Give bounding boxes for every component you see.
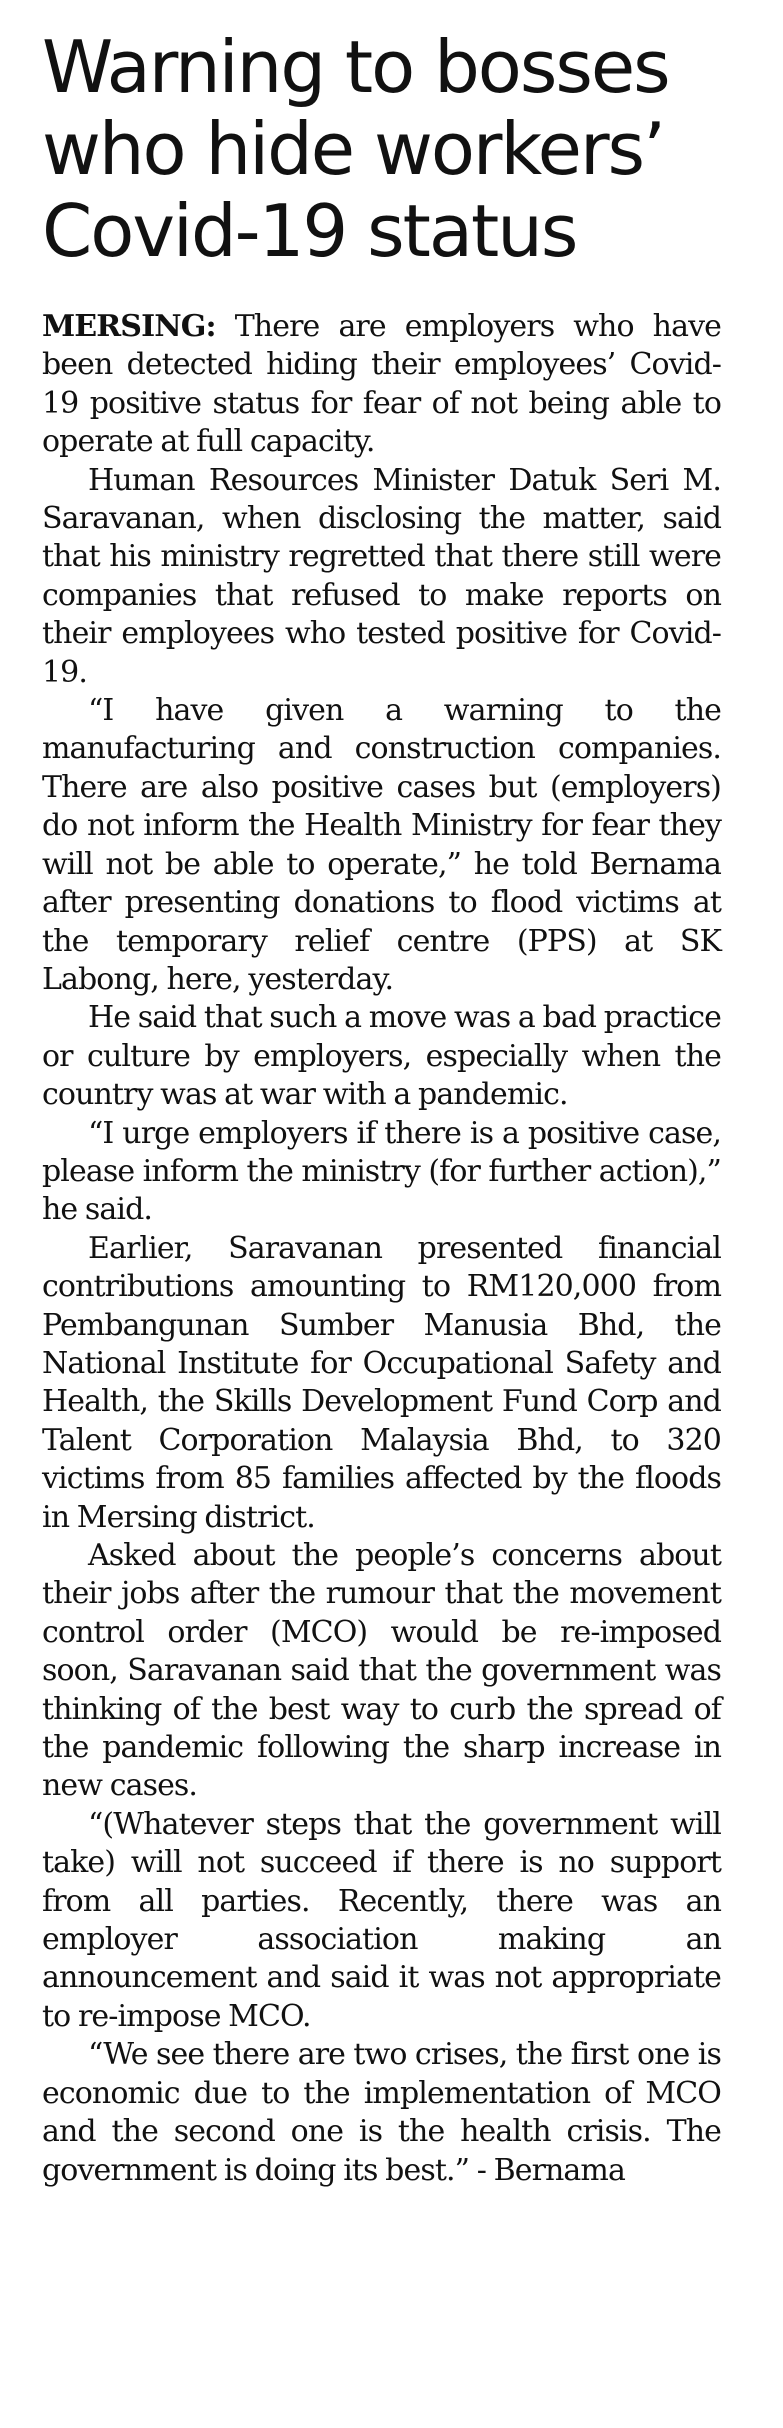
paragraph-4: He said that such a move was a bad practice or culture by employers, especially when the country was at war with a pandemic. bbox=[42, 1000, 721, 1113]
paragraph-5: “I urge employers if there is a positive case, please inform the ministry (for further action),” he said. bbox=[42, 1115, 721, 1228]
paragraph-6: Earlier, Saravanan presented financial contributions amounting to RM120,000 from Pembangunan Sumber Manusia Bhd, the National Institute for Occupational Safety and Health, the Skills Development Fund Corp and Talent Corporation Malaysia Bhd, to 320 victims from 85 families affected by the floods in Mersing district. bbox=[42, 1230, 721, 1535]
paragraph-1 bbox=[42, 308, 721, 462]
paragraph-9: “We see there are two crises, the first one is economic due to the implementation of MCO and the second one is the health crisis. The government is doing its best.” - Bernama bbox=[42, 2037, 721, 2188]
headline-line-2: who hide workers’ bbox=[42, 107, 664, 191]
headline-line-1: Warning to bosses bbox=[42, 25, 669, 109]
headline-line-3: Covid-19 status bbox=[42, 189, 577, 273]
paragraph-1-text: There are employers who have been detected hiding their employees’ Covid-19 positive status for fear of not being able to operate at full capacity. bbox=[42, 309, 721, 460]
headline bbox=[42, 26, 721, 272]
paragraph-7: Asked about the people’s concerns about their jobs after the rumour that the movement control order (MCO) would be re-imposed soon, Saravanan said that the government was thinking of the best way to curb the spread of the pandemic following the sharp increase in new cases. bbox=[42, 1538, 721, 1804]
article-body bbox=[42, 308, 721, 2190]
dateline: MERSING: bbox=[42, 309, 216, 344]
paragraph-3: “I have given a warning to the manufacturing and construction companies. There are also positive cases but (employers) do not inform the Health Ministry for fear they will not be able to operate,” he told Bernama after presenting donations to flood victims at the temporary relief centre (PPS) at SK Labong, here, yesterday. bbox=[42, 693, 721, 997]
paragraph-8: “(Whatever steps that the government will take) will not succeed if there is no support from all parties. Recently, there was an employer association making an announcement and said it was not appropriate to re-impose MCO. bbox=[42, 1806, 721, 2034]
paragraph-2: Human Resources Minister Datuk Seri M. Saravanan, when disclosing the matter, said that his ministry regretted that there still were companies that refused to make reports on their employees who tested positive for Covid-19. bbox=[42, 462, 721, 690]
